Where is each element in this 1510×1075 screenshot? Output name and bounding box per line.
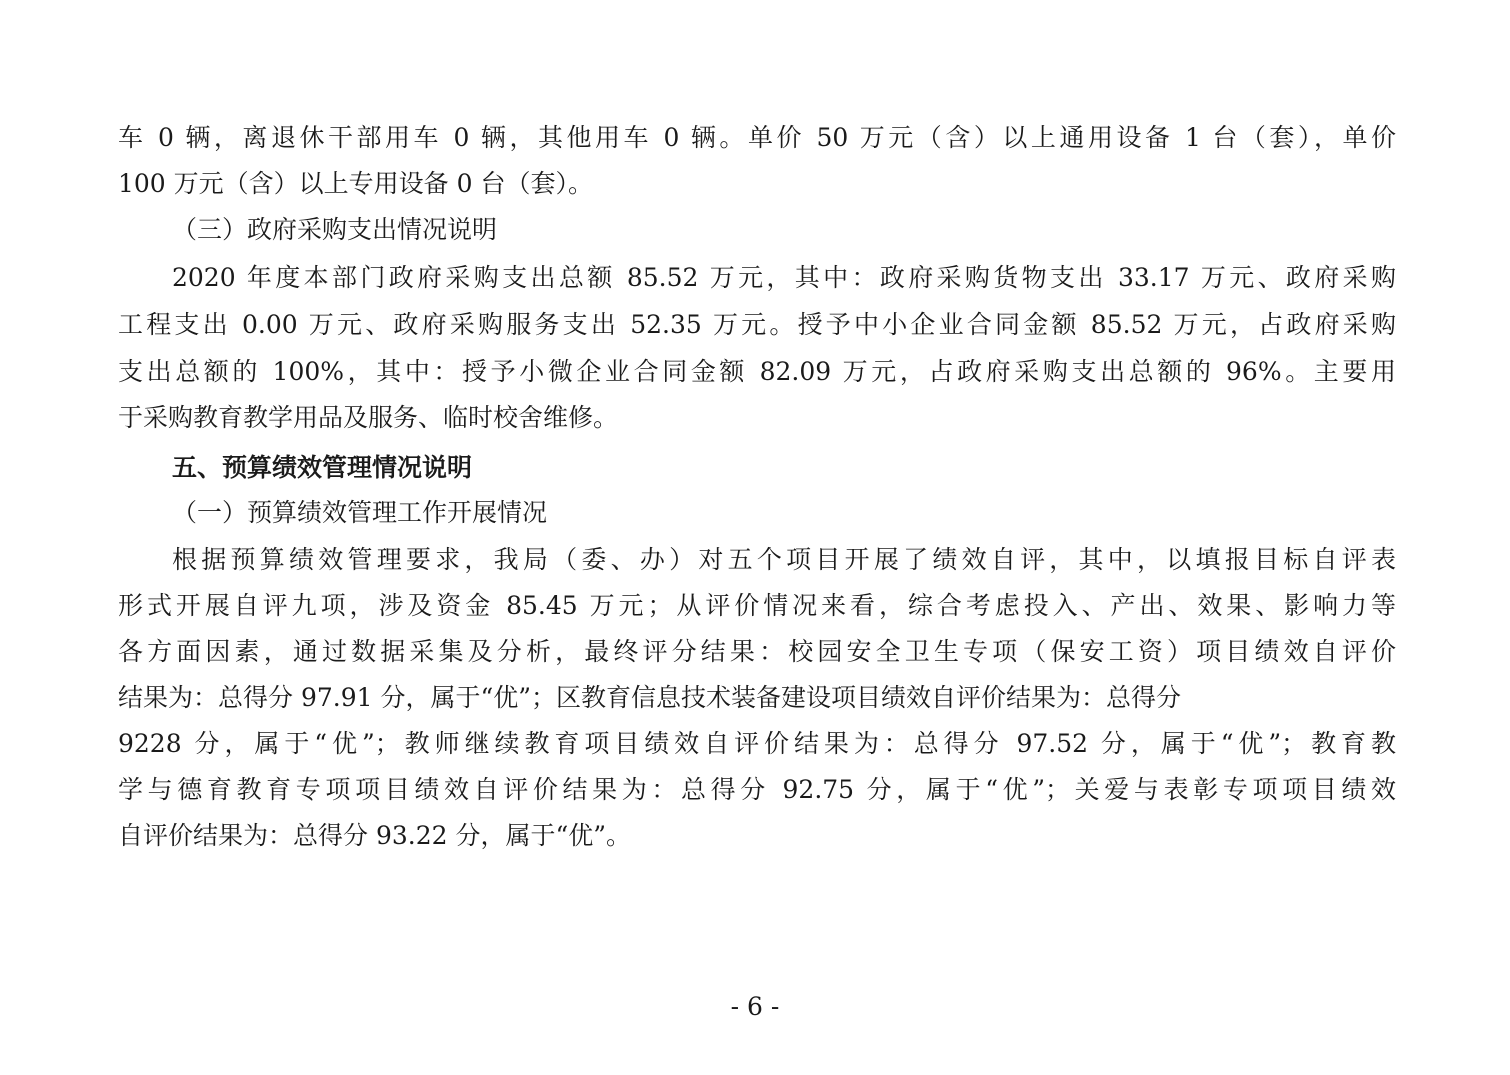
body-text-line: 工程支出 0.00 万元、政府采购服务支出 52.35 万元。授予中小企业合同金额 85.52 万元，占政府采购 <box>118 310 1396 339</box>
body-text-line: 结果为：总得分 97.91 分，属于“优”；区教育信息技术装备建设项目绩效自评价结果为：总得分 <box>118 683 1182 712</box>
body-text-line: 2020 年度本部门政府采购支出总额 85.52 万元，其中：政府采购货物支出 33.17 万元、政府采购 <box>172 263 1396 292</box>
body-text-line: 支出总额的 100%，其中：授予小微企业合同金额 82.09 万元，占政府采购支出总额的 96%。主要用 <box>118 357 1396 386</box>
body-text-line: 根据预算绩效管理要求，我局（委、办）对五个项目开展了绩效自评，其中，以填报目标自评表 <box>172 545 1396 574</box>
subsection-heading: （一）预算绩效管理工作开展情况 <box>172 498 548 527</box>
body-text-line: 100 万元（含）以上专用设备 0 台（套）。 <box>118 169 593 198</box>
body-text-line: 形式开展自评九项，涉及资金 85.45 万元；从评价情况来看，综合考虑投入、产出、效果、影响力等 <box>118 591 1396 620</box>
section-heading: 五、预算绩效管理情况说明 <box>172 453 473 482</box>
body-text-line: 学与德育教育专项项目绩效自评价结果为：总得分 92.75 分，属于“优”；关爱与表彰专项项目绩效 <box>118 775 1396 804</box>
subsection-heading: （三）政府采购支出情况说明 <box>172 215 498 244</box>
body-text-line: 各方面因素，通过数据采集及分析，最终评分结果：校园安全卫生专项（保安工资）项目绩效自评价 <box>118 637 1396 666</box>
body-text-line: 车 0 辆，离退休干部用车 0 辆，其他用车 0 辆。单价 50 万元（含）以上通用设备 1 台（套），单价 <box>118 123 1396 152</box>
body-text-line: 9228 分，属于“优”；教师继续教育项目绩效自评价结果为：总得分 97.52 分，属于“优”；教育教 <box>118 729 1396 758</box>
body-text-line: 自评价结果为：总得分 93.22 分，属于“优”。 <box>118 821 632 850</box>
page-number: - 6 - <box>730 992 780 1021</box>
body-text-line: 于采购教育教学用品及服务、临时校舍维修。 <box>118 403 619 432</box>
